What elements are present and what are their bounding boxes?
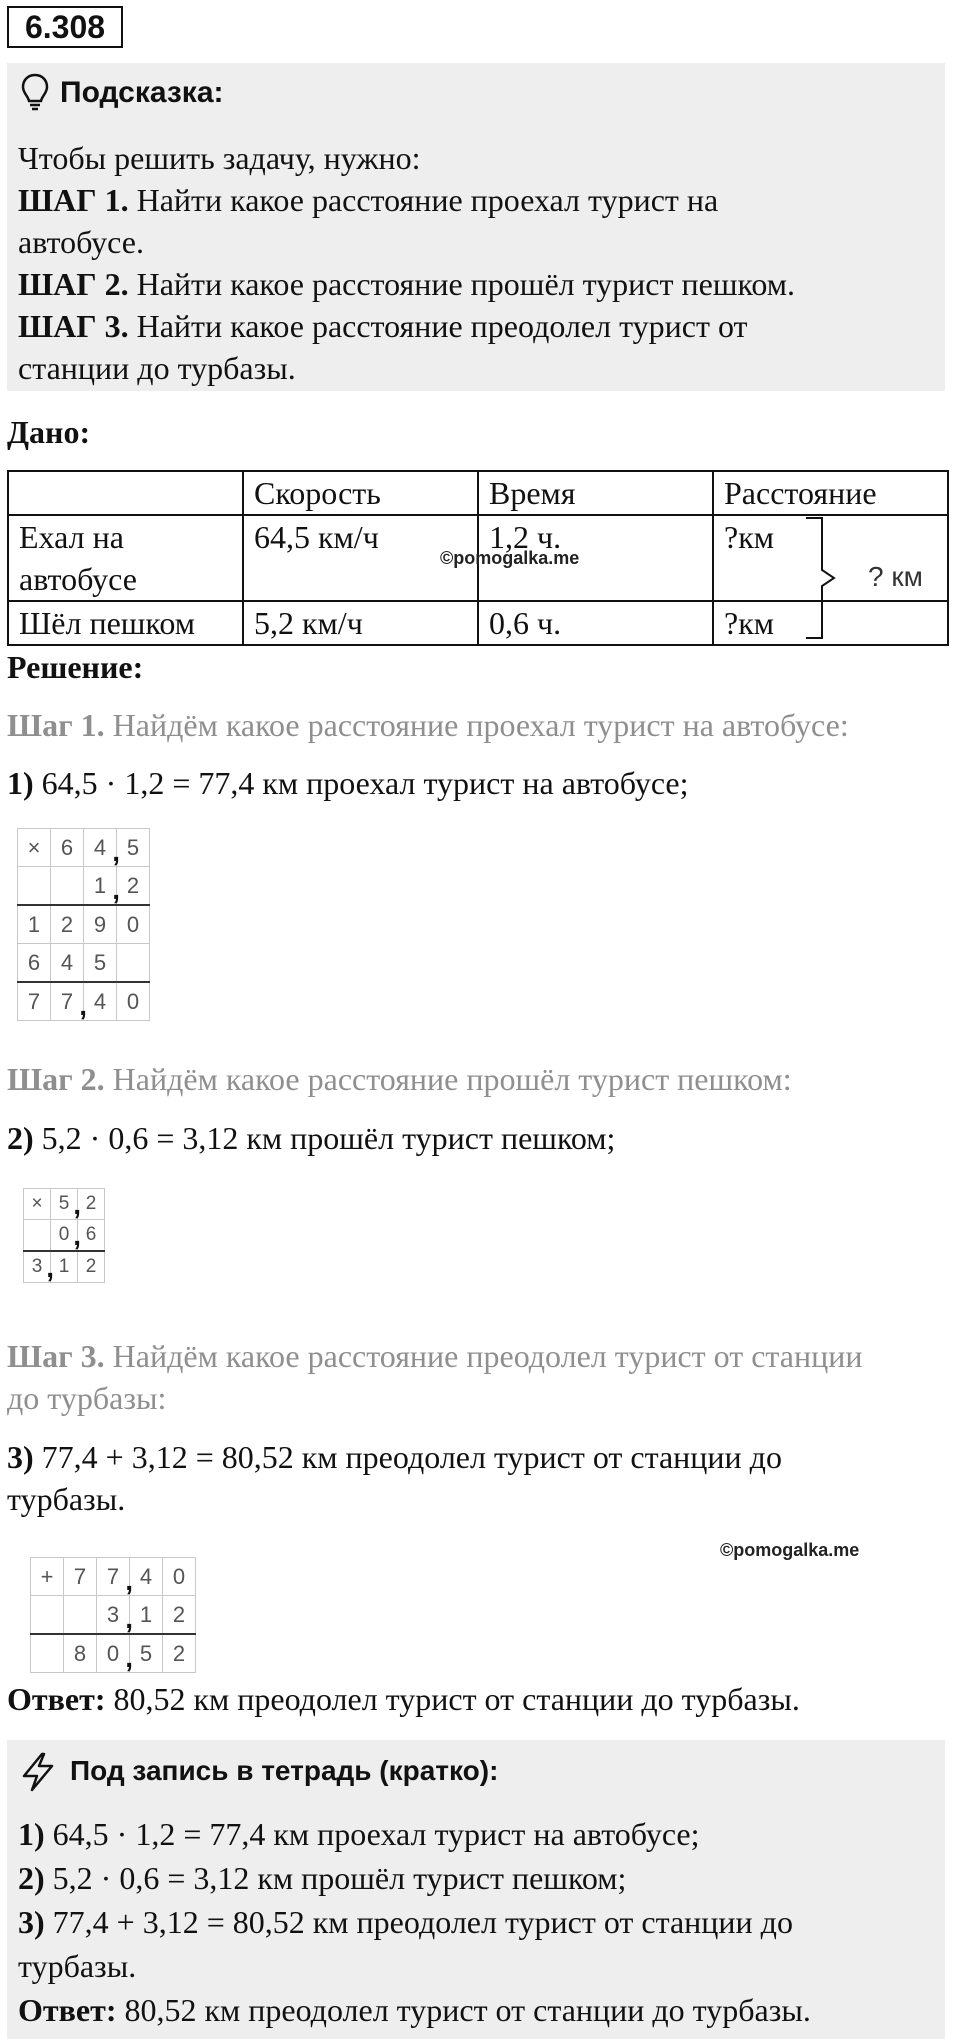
equation-3: 3) 77,4 + 3,12 = 80,52 км преодолел турист от станции до	[7, 1439, 782, 1475]
brace-label: ? км	[868, 561, 923, 592]
table-header	[8, 471, 243, 515]
watermark: ©pomogalka.me	[440, 548, 580, 568]
table-cell-speed: 64,5 км/ч	[243, 515, 478, 601]
equation-2: 2) 5,2 · 0,6 = 3,12 км прошёл турист пешком;	[7, 1120, 616, 1156]
notebook-line-1: 1) 64,5 · 1,2 = 77,4 км проехал турист на автобусе;	[18, 1816, 700, 1852]
table-header: Скорость	[243, 471, 478, 515]
equation-1: 1) 64,5 · 1,2 = 77,4 км проехал турист на автобусе;	[7, 765, 689, 801]
hint-step-2: ШАГ 2. Найти какое расстояние прошёл турист пешком.	[18, 266, 796, 302]
solution-title: Решение:	[7, 649, 144, 685]
notebook-line-2: 2) 5,2 · 0,6 = 3,12 км прошёл турист пешком;	[18, 1860, 627, 1896]
notebook-line-3: 3) 77,4 + 3,12 = 80,52 км преодолел турист от станции до	[18, 1904, 793, 1940]
table-cell-speed: 5,2 км/ч	[243, 601, 478, 645]
table-header: Расстояние	[713, 471, 948, 515]
notebook-answer: Ответ: 80,52 км преодолел турист от станции до турбазы.	[18, 1992, 811, 2028]
given-title: Дано:	[7, 414, 91, 450]
task-number: 6.308	[7, 6, 123, 48]
table-cell-distance: ?км	[713, 601, 948, 645]
brace-icon	[800, 514, 850, 644]
hint-step-3: ШАГ 3. Найти какое расстояние преодолел турист от	[18, 308, 748, 344]
lightbulb-icon	[20, 72, 50, 112]
table-cell-distance: ?км	[713, 515, 948, 601]
table-header-row	[8, 471, 948, 515]
notebook-title: Под запись в тетрадь (кратко):	[70, 1755, 499, 1786]
hint-intro: Чтобы решить задачу, нужно:	[18, 140, 421, 176]
answer: Ответ: 80,52 км преодолел турист от станции до турбазы.	[7, 1681, 800, 1717]
table-cell-time: 1,2 ч.	[478, 515, 713, 601]
lightning-icon	[20, 1752, 56, 1792]
hint-step-1: ШАГ 1. Найти какое расстояние проехал турист на	[18, 182, 719, 218]
solution-step-1: Шаг 1. Найдём какое расстояние проехал турист на автобусе:	[7, 707, 849, 743]
watermark: ©pomogalka.me	[720, 1540, 860, 1560]
solution-step-2: Шаг 2. Найдём какое расстояние прошёл турист пешком:	[7, 1061, 792, 1097]
notebook-line-3-cont: турбазы.	[18, 1948, 137, 1984]
table-cell-label: Ехал на автобусе	[8, 515, 243, 601]
solution-step-3: Шаг 3. Найдём какое расстояние преодолел турист от станции	[7, 1338, 863, 1374]
column-multiplication-1: × 6 4 , 5 1 , 2 1 2 9 0 6 4 5 7 7 , 4 0	[17, 828, 150, 1021]
table-cell-label: Шёл пешком	[8, 601, 243, 645]
equation-3-cont: турбазы.	[7, 1481, 126, 1517]
hint-step-3-cont: станции до турбазы.	[18, 350, 296, 386]
column-multiplication-2: × 5 , 2 0 , 6 3 , 1 2	[23, 1188, 105, 1283]
table-cell-time: 0,6 ч.	[478, 601, 713, 645]
hint-title: Подсказка:	[60, 76, 224, 109]
table-header: Время	[478, 471, 713, 515]
hint-step-1-cont: автобусе.	[18, 224, 144, 260]
solution-step-3-cont: до турбазы:	[7, 1380, 167, 1416]
column-addition: + 7 7 , 4 0 3 , 1 2 8 0 , 5 2	[30, 1557, 196, 1673]
